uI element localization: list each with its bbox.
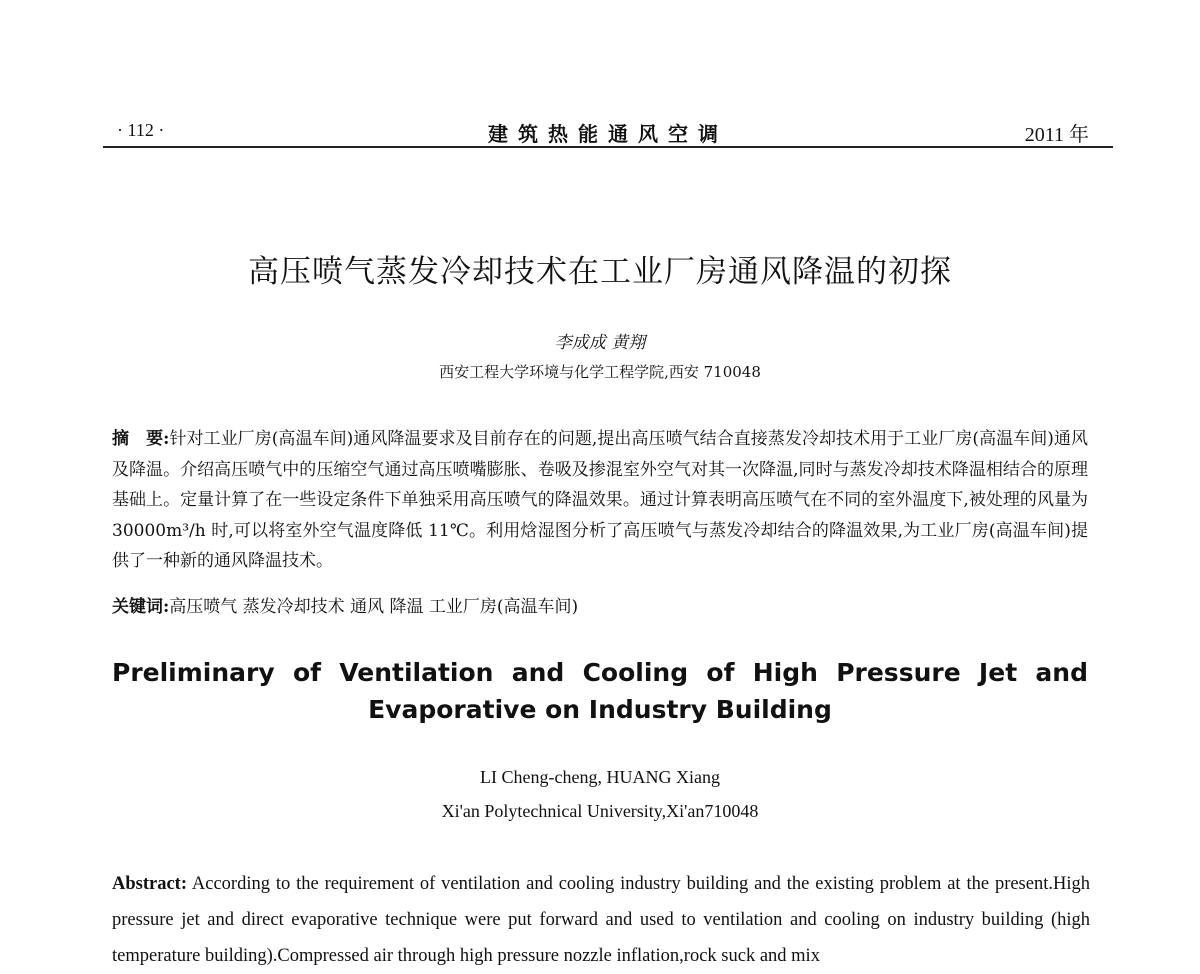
paper-title-cn: 高压喷气蒸发冷却技术在工业厂房通风降温的初探 [248, 254, 952, 290]
paper-title-en [112, 654, 1088, 728]
authors-en: LI Cheng-cheng, HUANG Xiang [480, 767, 720, 787]
abstract-en [112, 866, 1090, 974]
paper-title-en-line1: Preliminary of Ventilation and Cooling of High Pressure Jet and [112, 658, 1088, 687]
journal-name: 建筑热能通风空调 [488, 122, 728, 146]
header-rule [103, 146, 1113, 148]
abstract-label-cn: 摘 要: [112, 429, 170, 449]
abstract-text-cn: 针对工业厂房(高温车间)通风降温要求及目前存在的问题,提出高压喷气结合直接蒸发冷却技术用于工业厂房(高温车间)通风及降温。介绍高压喷气中的压缩空气通过高压喷嘴膨胀、卷吸及掺混室外空气对其一次降温,同时与蒸发冷却技术降温相结合的原理基础上。定量计算了在一些设定条件下单独采用高压喷气的降温效果。通过计算表明高压喷气在不同的室外温度下,被处理的风量为 30000m³/h 时,可以将室外空气温度降低 11℃。利用焓湿图分析了高压喷气与蒸发冷却结合的降温效果,为工业厂房(高温车间)提供了一种新的通风降温技术。 [112, 429, 1088, 571]
abstract-label-en: Abstract: [112, 874, 188, 894]
paper-title-en-line2: Evaporative on Industry Building [368, 695, 832, 724]
affiliation-cn: 西安工程大学环境与化学工程学院,西安 710048 [439, 363, 761, 381]
issue-year: 2011 年 [1024, 124, 1089, 146]
affiliation-en: Xi'an Polytechnical University,Xi'an710048 [441, 801, 759, 821]
abstract-cn [112, 424, 1088, 577]
running-header [103, 116, 1113, 148]
keywords-cn [112, 592, 1088, 617]
page-number: · 112 · [117, 120, 165, 140]
keywords-label-cn: 关键词: [112, 597, 170, 617]
authors-cn: 李成成 黄翔 [554, 333, 646, 353]
keywords-text-cn: 高压喷气 蒸发冷却技术 通风 降温 工业厂房(高温车间) [169, 597, 579, 617]
abstract-text-en: According to the requirement of ventilation and cooling industry building and the existing problem at the present.High pressure jet and direct evaporative technique were put forward and used to ventilation and cooling on industry building (high temperature building).Compressed air through high pressure nozzle inflation,rock suck and mix [112, 874, 1090, 966]
